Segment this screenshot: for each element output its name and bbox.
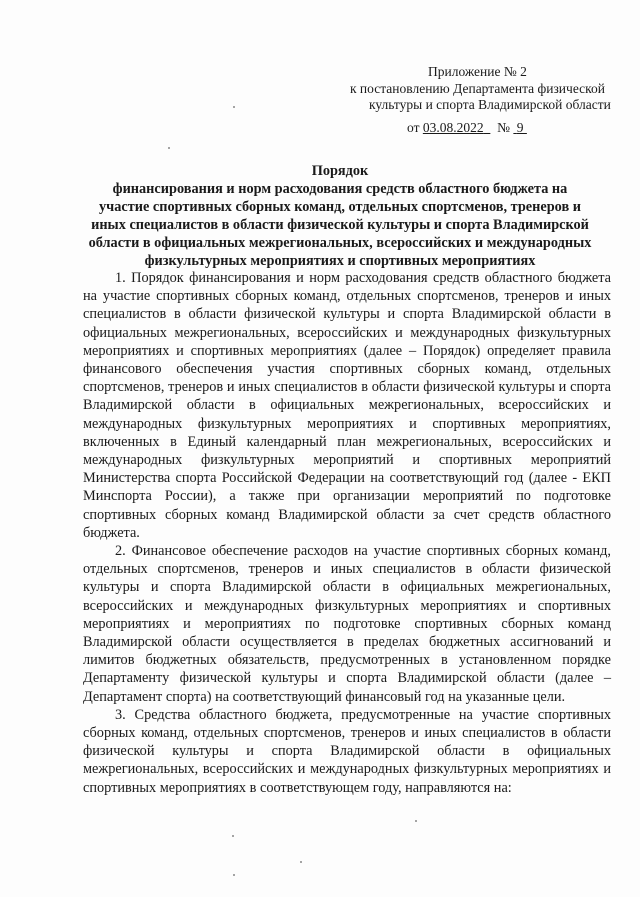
scan-speck <box>233 874 235 876</box>
title-line-2: финансирования и норм расходования средств областного бюджета на <box>112 181 568 197</box>
title-line-4: иных специалистов в области физической культуры и спорта Владимирской <box>91 217 589 233</box>
date-prefix: от <box>407 119 420 135</box>
document-title <box>72 162 608 270</box>
appendix-header <box>340 64 610 136</box>
title-line-3: участие спортивных сборных команд, отдельных спортсменов, тренеров и <box>99 199 581 215</box>
number-prefix: № <box>497 119 510 135</box>
paragraph-3: 3. Средства областного бюджета, предусмотренные на участие спортивных сборных команд, отдельных спортсменов, тренеров и иных специалистов в области физической культуры и спорта Владимирской области в официальных межрегиональных, всероссийских и международных физкультурных мероприятиях и спортивных мероприятиях в соответствующем году, направляются на: <box>83 706 611 796</box>
scan-speck <box>168 147 170 149</box>
title-line-5: области в официальных межрегиональных, всероссийских и международных <box>88 235 592 251</box>
title-line-6: физкультурных мероприятиях и спортивных мероприятиях <box>144 253 536 269</box>
paragraph-2: 2. Финансовое обеспечение расходов на участие спортивных сборных команд, отдельных спортсменов, тренеров и иных специалистов в области физической культуры и спорта Владимирской области в официальных межрегиональных, всероссийских и международных физкультурных мероприятиях и спортивных мероприятиях и мероприятиях по подготовке спортивных сборных команд Владимирской области осуществляется в пределах бюджетных ассигнований и лимитов бюджетных обязательств, предусмотренных в установленном порядке Департаменту физической культуры и спорта Владимирской области (далее – Департамент спорта) на соответствующий финансовый год на указанные цели. <box>83 543 611 705</box>
title-line-1: Порядок <box>311 163 369 179</box>
scan-speck <box>233 106 235 108</box>
paragraph-1: 1. Порядок финансирования и норм расходования средств областного бюджета на участие спортивных сборных команд, отдельных спортсменов, тренеров и иных специалистов в области физической культуры и спорта Владимирской области в официальных межрегиональных, всероссийских и международных физкультурных мероприятиях и спортивных мероприятиях (далее – Порядок) определяет правила финансового обеспечения участия спортивных сборных команд, отдельных спортсменов, тренеров и иных специалистов в области физической культуры и спорта Владимирской области в официальных межрегиональных, всероссийских и международных физкультурных мероприятиях и спортивных мероприятиях, включенных в Единый календарный план межрегиональных, всероссийских и международных физкультурных мероприятий и спортивных мероприятий Министерства спорта Российской Федерации на соответствующий год (далее - ЕКП Минспорта России), а также при организации мероприятий по подготовке спортивных сборных команд Владимирской области за счет средств областного бюджета. <box>83 270 611 541</box>
appendix-resolution-line: к постановлению Департамента физической <box>350 80 605 96</box>
appendix-date-line <box>340 114 610 137</box>
document-body <box>83 269 611 797</box>
resolution-number: 9 <box>516 119 524 135</box>
appendix-department-line: культуры и спорта Владимирской области <box>369 97 611 112</box>
resolution-date: 03.08.2022 <box>422 119 484 135</box>
scan-speck <box>300 861 302 863</box>
scan-speck <box>232 835 234 837</box>
appendix-label: Приложение № 2 <box>428 64 527 79</box>
scan-speck <box>415 820 417 822</box>
